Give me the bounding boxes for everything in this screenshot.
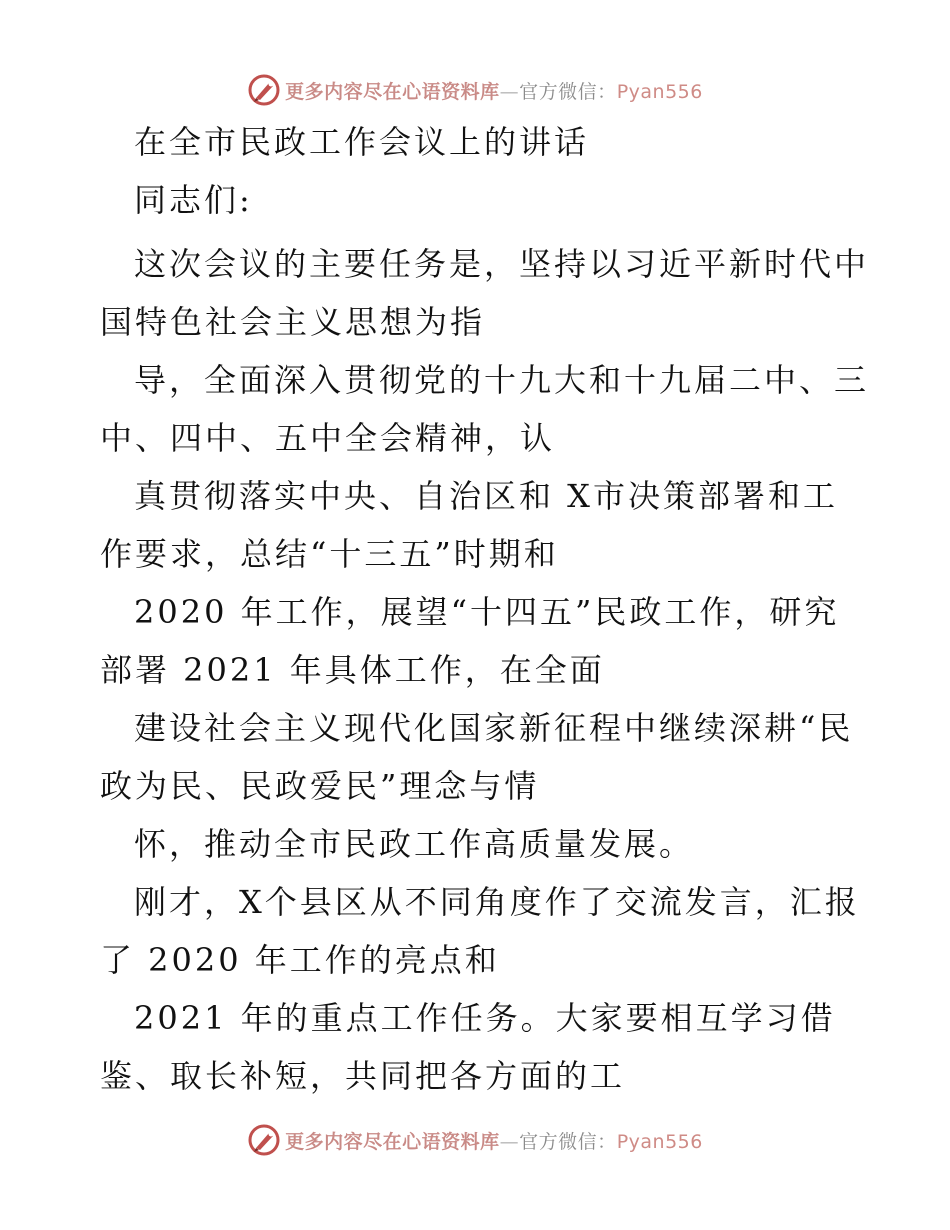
watermark-wechat-label: 官方微信： <box>519 1130 617 1153</box>
watermark-wechat-id: Pyan556 <box>616 80 703 103</box>
paragraph-line: 这次会议的主要任务是，坚持以习近平新时代中 <box>134 245 870 283</box>
paragraph-line: 部署 2021 年具体工作，在全面 <box>100 651 605 689</box>
pen-logo-icon <box>247 73 281 107</box>
watermark-main-text: 更多内容尽在心语资料库 <box>285 80 500 103</box>
watermark-wechat-label: 官方微信： <box>519 80 617 103</box>
paragraph-line: 政为民、民政爱民”理念与情 <box>100 767 540 805</box>
document-title: 在全市民政工作会议上的讲话 <box>134 123 590 161</box>
watermark-dash: — <box>499 1130 520 1153</box>
watermark-dash: — <box>499 80 520 103</box>
pen-logo-icon <box>247 1123 281 1157</box>
paragraph-line: 作要求，总结“十三五”时期和 <box>100 535 559 573</box>
header-watermark <box>0 70 950 110</box>
paragraph-line: 2021 年的重点工作任务。大家要相互学习借 <box>134 999 836 1037</box>
footer-watermark <box>0 1120 950 1160</box>
paragraph-line: 导，全面深入贯彻党的十九大和十九届二中、三 <box>134 361 870 399</box>
paragraph-line: 了 2020 年工作的亮点和 <box>100 941 500 979</box>
paragraph-line: 国特色社会主义思想为指 <box>100 303 486 341</box>
salutation: 同志们: <box>134 181 253 219</box>
paragraph-line: 真贯彻落实中央、自治区和 X市决策部署和工 <box>134 477 838 515</box>
paragraph-line: 2020 年工作，展望“十四五”民政工作，研究 <box>134 593 840 631</box>
watermark-main-text: 更多内容尽在心语资料库 <box>285 1130 500 1153</box>
paragraph-line: 怀，推动全市民政工作高质量发展。 <box>134 825 695 863</box>
paragraph-line: 鉴、取长补短，共同把各方面的工 <box>100 1057 626 1095</box>
paragraph-line: 中、四中、五中全会精神，认 <box>100 419 556 457</box>
watermark-wechat-id: Pyan556 <box>616 1130 703 1153</box>
paragraph-line: 建设社会主义现代化国家新征程中继续深耕“民 <box>134 709 854 747</box>
paragraph-line: 刚才，X个县区从不同角度作了交流发言，汇报 <box>134 883 860 921</box>
